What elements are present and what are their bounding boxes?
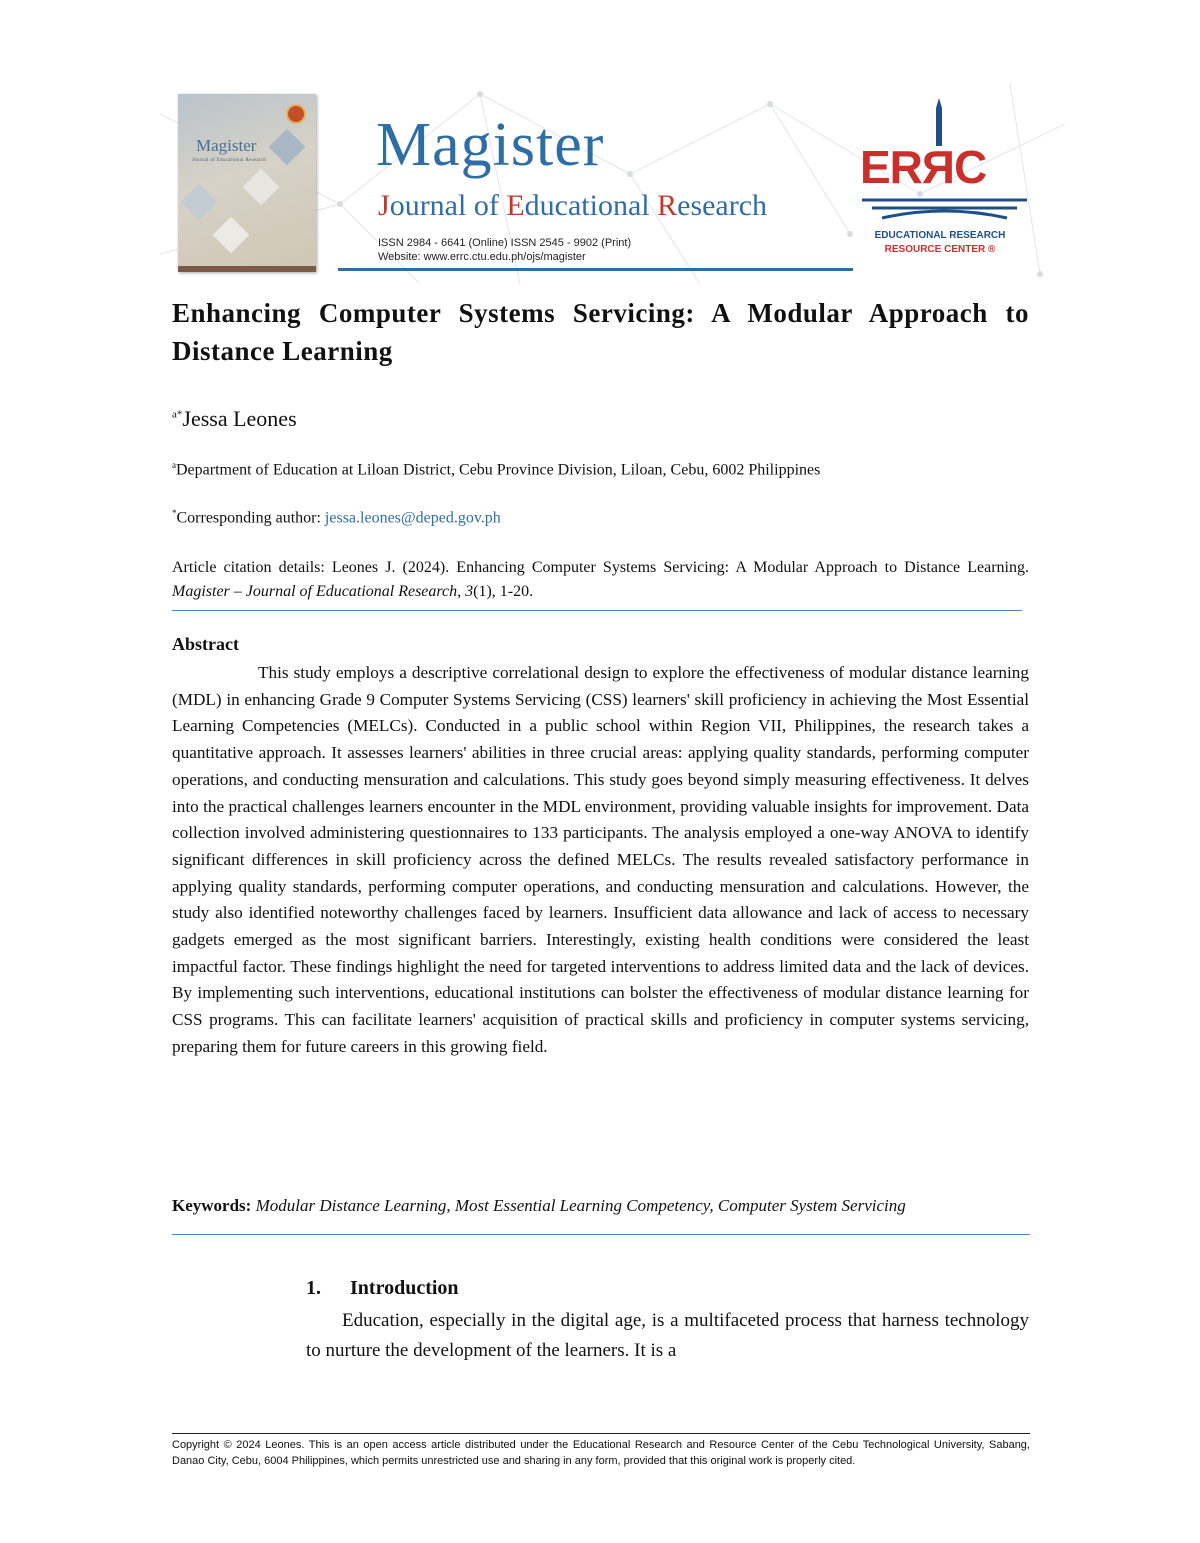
- journal-subtitle: Journal of Educational Research: [378, 189, 768, 222]
- affiliation-text: Department of Education at Liloan District, Cebu Province Division, Liloan, Cebu, 6002 Philippines: [176, 461, 821, 479]
- corresponding-email-link[interactable]: jessa.leones@deped.gov.ph: [324, 509, 501, 527]
- errc-name-line1: EDUCATIONAL RESEARCH: [874, 230, 1006, 241]
- banner-underline: [338, 268, 853, 271]
- affiliation-mark: a: [172, 460, 176, 470]
- footer-divider: [172, 1433, 1030, 1434]
- journal-issn: [378, 236, 631, 264]
- section-number: 1.: [306, 1277, 321, 1299]
- issn-line: ISSN 2984 - 6641 (Online) ISSN 2545 - 9902 (Print): [378, 237, 632, 249]
- cover-diamond-shape: [269, 129, 306, 166]
- keywords-label: Keywords:: [172, 1196, 256, 1215]
- affiliation-line: [172, 460, 820, 479]
- cover-bottom-bar: [178, 266, 316, 272]
- errc-name-line2: RESOURCE CENTER ®: [884, 244, 996, 255]
- journal-banner: [160, 84, 1065, 284]
- section-divider: [172, 1234, 1030, 1235]
- keywords-list: Modular Distance Learning, Most Essential Learning Competency, Computer System Servicing: [255, 1196, 906, 1215]
- errc-book-icon: [862, 194, 1027, 224]
- author-line: [172, 406, 297, 432]
- section-divider: [172, 610, 1022, 611]
- citation-prefix: Article citation details: Leones J. (2024). Enhancing Computer Systems Servicing: A Modular Approach to Distance Learning.: [172, 559, 1029, 576]
- cover-diamond-shape: [213, 217, 250, 254]
- copyright-notice: Copyright © 2024 Leones. This is an open access article distributed under the Educational Research and Resource Center of the Cebu Technological University, Sabang, Danao City, Cebu, 6004 Philippines, which permits unrestricted use and sharing in any form, provided that this original work is properly cited.: [172, 1439, 1030, 1467]
- citation-journal: Magister – Journal of Educational Research, 3: [172, 583, 474, 600]
- website-line[interactable]: Website: www.errc.ctu.edu.ph/ojs/magister: [378, 251, 586, 263]
- keywords-line: [172, 1196, 906, 1216]
- section-title: Introduction: [350, 1277, 459, 1299]
- cover-title: Magister: [196, 136, 257, 155]
- abstract-heading: Abstract: [172, 634, 239, 654]
- citation-suffix: (1), 1-20.: [473, 583, 534, 600]
- introduction-heading: [306, 1277, 459, 1300]
- cover-diamond-shape: [243, 169, 280, 206]
- university-seal-icon: [286, 104, 306, 124]
- cover-diamond-shape: [181, 184, 218, 221]
- article-title: Enhancing Computer Systems Servicing: A Modular Approach to Distance Learning: [172, 298, 1029, 366]
- corresponding-label: Corresponding author:: [176, 509, 325, 527]
- journal-cover-thumbnail: [178, 94, 316, 272]
- author-name: Jessa Leones: [182, 406, 297, 431]
- errc-logo: ERЯC: [860, 141, 987, 193]
- cover-subtitle: Journal of Educational Research: [192, 158, 267, 163]
- introduction-body: Education, especially in the digital age, is a multifaceted process that harness technology to nurture the development of the learners. It is a: [306, 1310, 1029, 1361]
- corresponding-author-line: [172, 508, 501, 527]
- errc-tower-icon: [932, 98, 946, 146]
- corresponding-mark: *: [172, 508, 177, 518]
- citation-details: [172, 556, 1029, 604]
- abstract-body: This study employs a descriptive correlational design to explore the effectiveness of modular distance learning (MDL) in enhancing Grade 9 Computer Systems Servicing (CSS) learners' skill proficiency in achieving the Most Essential Learning Competencies (MELCs). Conducted in a public school within Region VII, Philippines, the research takes a quantitative approach. It assesses learners' abilities in three crucial areas: applying quality standards, performing computer operations, and conducting mensuration and calculations. This study goes beyond simply measuring effectiveness. It delves into the practical challenges learners encounter in the MDL environment, providing valuable insights for improvement. Data collection involved administering questionnaires to 133 participants. The analysis employed a one-way ANOVA to identify significant differences in skill proficiency across the defined MELCs. The results revealed satisfactory performance in applying quality standards, performing computer operations, and conducting mensuration and calculations. However, the study also identified noteworthy challenges faced by learners. Insufficient data allowance and lack of access to necessary gadgets emerged as the most significant barriers. Interestingly, existing health conditions were considered the least impactful factor. These findings highlight the need for targeted interventions to address limited data and the lack of devices. By implementing such interventions, educational institutions can bolster the effectiveness of modular distance learning for CSS programs. This can facilitate learners' acquisition of practical skills and proficiency in computer systems servicing, preparing them for future careers in this growing field.: [172, 663, 1029, 1056]
- journal-title: Magister: [376, 111, 605, 179]
- author-mark: a*: [172, 408, 183, 421]
